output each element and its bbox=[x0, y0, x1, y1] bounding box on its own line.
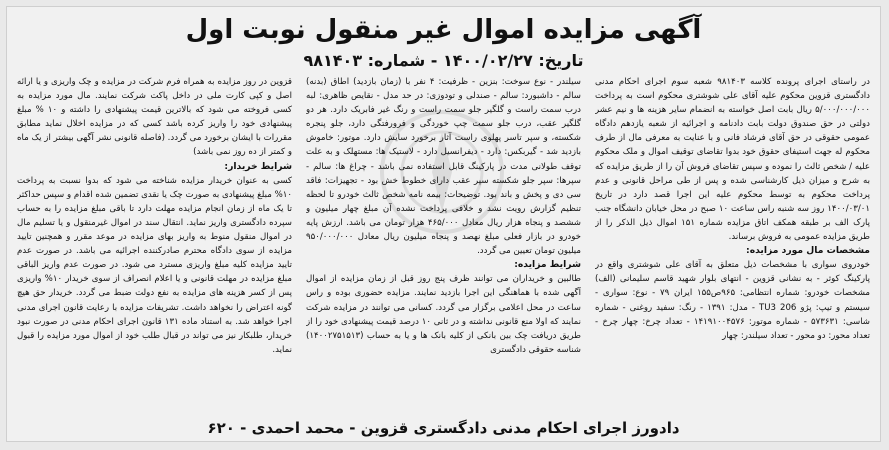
vehicle-condition-text: سیلندر - نوع سوخت: بنزین - ظرفیت: ۴ نفر با (زمان بازدید) اطاق (بدنه) سالم - داشبورد: سالم - صندلی و تودوزی: در حد مدل - نقایص ظاهری: لبه درب سمت راست و گلگیر جلو سمت راست و رنگ غیر فابریک دارد. هر دو گلگیر عقب، درب جلو سمت چپ خوردگی و فرورفتگی دارد، جلو پنجره شکسته، و سپر تاسر پهلوی راست آثار برخورد سایش دارد. موتور: خاموش بازدید شد - گیربکس: دارد - دیفرانسیل دارد - لاستیک ها: مستهلک و به علت توقف طولانی مدت در پارکینگ قابل استفاده نمی باشد - چراغ ها: سالم - سپرها: سپر جلو شکسته سپر عقب دارای خطوط خش بود - تجهیزات: فاقد سی دی و پخش و باند بود. توضیحات: بیمه نامه شخص ثالث خودرو تا لحظه تنظیم گزارش رویت نشد و خلافی پرداخت نشده آن مبلغ چهار میلیون و ششصد و پنجاه هزار ریال معادل ۴۶۵/۰۰۰ هزار تومان می باشد. ارزش پایه خودرو در بازار فعلی مبلغ نهصد و پنجاه میلیون ریال معادل ۹۵۰/۰۰۰/۰۰۰ میلیون تومان تعیین می گردد. bbox=[306, 77, 581, 257]
property-specs-heading: مشخصات مال مورد مزایده: bbox=[746, 245, 870, 257]
column-left bbox=[17, 75, 292, 415]
auction-notice bbox=[6, 6, 881, 442]
buyer-conditions-heading: شرایط خریدار: bbox=[224, 160, 292, 172]
notice-title: آگهی مزایده اموال غیر منقول نوبت اول bbox=[185, 15, 702, 45]
column-right bbox=[595, 75, 870, 415]
notice-signature: دادورز اجرای احکام مدنی دادگستری قزوین - محمد احمدی - ۶۲۰ bbox=[207, 419, 680, 437]
notice-columns bbox=[17, 75, 870, 415]
notice-date-number: تاریخ: ۱۴۰۰/۰۲/۲۷ - شماره: ۹۸۱۴۰۳ bbox=[303, 51, 584, 70]
auction-conditions-heading: شرایط مزایده: bbox=[514, 259, 581, 271]
property-specs-text: خودروی سواری با مشخصات ذیل متعلق به آقای علی شوشتری واقع در پارکینگ کوثر - به نشانی قزوین - انتهای بلوار شهید قاسم سلیمانی (الف) مشخصات خودرو: شماره انتظامی: ۹۶۵ص۱۵۵ ایران ۷۹ - نوع: سواری - سیستم و تیپ: پژو TU3 206 - مدل: ۱۳۹۱ - رنگ: سفید روغنی - شماره شاسی: ۵۷۳۶۳۱ - شماره موتور: ۱۴۱۹۱۰۰۴۵۷۶ - تعداد چرخ: چهار چرخ - تعداد محور: دو محور - تعداد سیلندر: چهار bbox=[595, 260, 870, 341]
intro-text: در راستای اجرای پرونده کلاسه ۹۸۱۴۰۳ شعبه سوم اجرای احکام مدنی دادگستری قزوین محکوم علیه آقای علی شوشتری محکوم است به پرداخت ۵/۰۰۰/۰۰۰/۰۰۰ ریال بابت اصل خواسته به انضمام سایر هزینه ها و نیم عشر دولتی در حق صندوق دولت بابت دادنامه و اجرائیه از شعبه یازدهم دادگاه عمومی حقوقی در حق آقای فرشاد فانی و با عنایت به معرفی مال از طرف محکوم له جهت استیفای حقوق خود بدوا تقاضای توقیف اموال و ملک محکوم علیه / شخص ثالث را نموده و سپس تقاضای فروش آن را از طریق مزایده که به شرح و میزان ذیل کارشناسی شده و پس از طی مراحل قانونی و عدم پرداخت محکوم به توسط محکوم علیه این اجرا قصد دارد در تاریخ ۱۴۰۰/۰۳/۰۱ روز سه شنبه راس ساعت ۱۰ صبح در محل خیابان دانشگاه جنب پارک الف بر طبقه همکف اتاق مزایده شماره ۱۵۱ اموال ذیل الذکر را از طریق مزایده عمومی به فروش برساند. bbox=[595, 77, 870, 243]
column-middle bbox=[306, 75, 581, 415]
auction-conditions-text: طالبین و خریداران می توانند ظرف پنج روز قبل از زمان مزایده از اموال آگهی شده با هماهنگی این اجرا بازدید نمایند. مزایده حضوری بوده و راس ساعت در محل اعلامی برگزار می گردد. کسانی می توانند در مزایده شرکت نمایند که اولا منع قانونی نداشته و در ثانی ۱۰ درصد قیمت پیشنهادی خود را از طریق دریافت چک بین بانکی از کلیه بانک ها و یا به حساب (۱۴۰۰۲۷۵۱۵۱۳) شناسه حقوقی دادگستری bbox=[306, 274, 581, 355]
buyer-conditions-text: کسی به عنوان خریدار مزایده شناخته می شود که بدوا نسبت به پرداخت ۱۰% مبلغ پیشنهادی به صورت چک یا نقدی تضمین شده اقدام و سپس حداکثر تا یک ماه از زمان انجام مزایده مهلت دارد تا باقی مبلغ مزایده را به حساب سپرده دادگستری واریز نماید. انتقال سند در اموال غیرمنقول و یا تسلیم مال در اموال منقول منوط به واریز بهای مزایده در موعد مقرر و همچنین تایید مزایده از سوی دادگاه محترم صادرکننده اجرائیه می باشد. در صورت عدم تایید مزایده کلیه مبلغ واریزی مسترد می شود. در صورت عدم واریز الباقی مبلغ مزایده در مهلت قانونی و یا اعلام انصراف از سوی خریدار ۱۰% واریزی پس از کسر هزینه های مزایده به نفع دولت ضبط می گردد. خریدار حق هیچ گونه اعتراض را نخواهد داشت. تشریفات مزایده با رعایت قانون اجرای مدنی اجرا خواهد شد. به استناد ماده ۱۳۱ قانون اجرای احکام مدنی در صورت نبود خریدار، طلبکار نیز می تواند در قبال طلب خود از اموال مورد مزایده را قبول نماید. bbox=[17, 175, 292, 355]
participation-text: قزوین در روز مزایده به همراه فرم شرکت در مزایده و چک واریزی و یا ارائه اصل و کپی کارت ملی در داخل پاکت شرکت نمایند. مال مورد مزایده به کسی فروخته می شود که بالاترین قیمت پیشنهادی را داشته و ۱۰ % مبلغ پیشنهادی خود را واریز کرده باشد کسی که در مزایده اخلال نماید مطابق مقررات با ایشان برخورد می گردد. (فاصله قانونی نشر آگهی بیشتر از یک ماه و کمتر از ده روز نمی باشد) bbox=[17, 77, 292, 158]
